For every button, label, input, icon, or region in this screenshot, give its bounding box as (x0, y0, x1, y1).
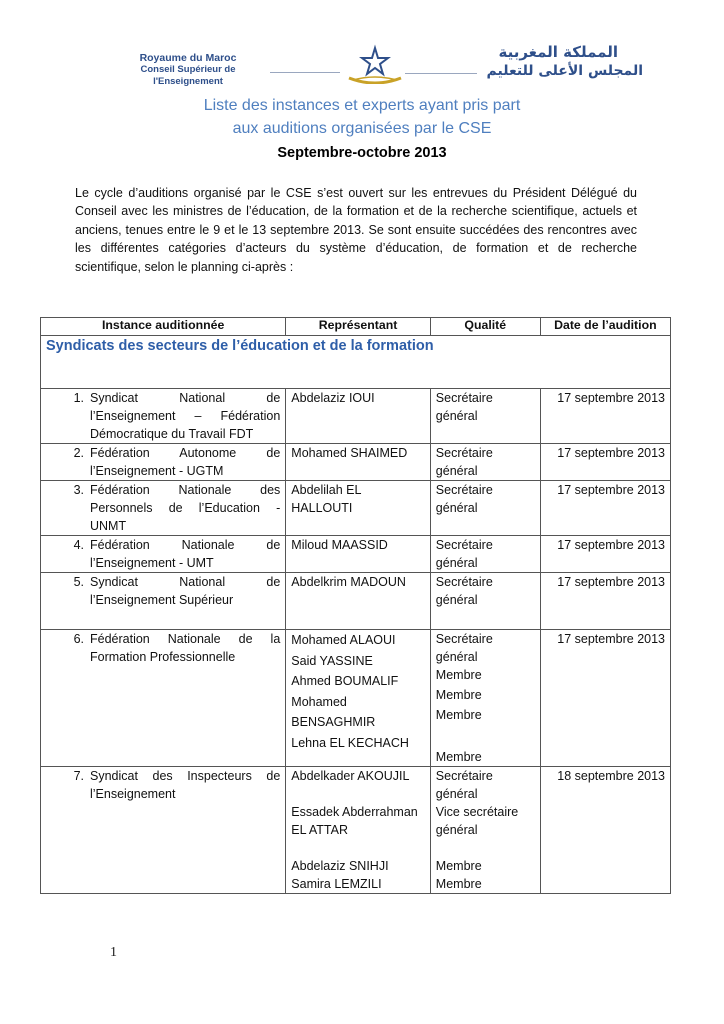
kingdom-label-ar: المملكة المغربية (498, 43, 618, 61)
quality: Secrétaire général (430, 389, 540, 444)
header-representative: Représentant (286, 318, 431, 336)
quality: Vice secrétaire général (435, 805, 519, 837)
representative: Abdelilah EL HALLOUTI (286, 481, 431, 536)
representative: Abdelaziz IOUI (286, 389, 431, 444)
section-row (41, 336, 671, 389)
table-row (41, 481, 671, 536)
instance-name: Syndicat des Inspecteurs de l’Enseignement (90, 769, 281, 801)
quality: Membre (435, 668, 482, 682)
table-header-row (41, 318, 671, 336)
instance-name: Fédération Autonome de l’Enseignement - UGTM (90, 446, 281, 478)
header-quality: Qualité (430, 318, 540, 336)
instance-name: Fédération Nationale de l’Enseignement - UMT (90, 538, 281, 570)
instance-name: Fédération Nationale des Personnels de l’Education - UNMT (90, 483, 281, 533)
quality: Secrétaire général (435, 632, 493, 664)
row-number: 2. (73, 446, 84, 460)
representative: Said YASSINE (291, 653, 373, 668)
council-label-ar: المجلس الأعلى للتعليم (486, 63, 643, 79)
quality: Secrétaire général (430, 481, 540, 536)
audition-date: 18 septembre 2013 (540, 767, 670, 894)
table-row (41, 389, 671, 444)
quality: Secrétaire général (430, 573, 540, 630)
header-rule-right (405, 73, 477, 74)
council-label: Conseil Supérieur de l'Enseignement (140, 64, 236, 87)
quality: Membre (435, 877, 482, 891)
table-row (41, 573, 671, 630)
document-title-line2: aux auditions organisées par le CSE (232, 120, 492, 137)
representatives-list (286, 630, 431, 767)
institution-name-fr (108, 52, 268, 88)
audition-date: 17 septembre 2013 (540, 630, 670, 767)
row-number: 7. (73, 769, 84, 783)
audition-date: 17 septembre 2013 (540, 573, 670, 630)
representative: Abdelkrim MADOUN (286, 573, 431, 630)
representative: Mohamed ALAOUI (291, 633, 396, 647)
quality: Secrétaire général (430, 536, 540, 573)
page-number: 1 (110, 945, 117, 960)
row-number: 6. (73, 632, 84, 646)
table-row (41, 536, 671, 573)
representative: Ahmed BOUMALIF (291, 674, 399, 688)
document-date-range: Septembre-octobre 2013 (277, 145, 447, 161)
instance-name: Syndicat National de l’Enseignement – Fédération Démocratique du Travail FDT (90, 391, 281, 441)
representatives-list (286, 767, 431, 894)
row-number: 1. (73, 391, 84, 405)
header-rule-left (270, 72, 340, 73)
auditions-table (40, 317, 671, 894)
quality: Membre (435, 708, 482, 722)
representative: Mohamed SHAIMED (286, 444, 431, 481)
document-title-line1: Liste des instances et experts ayant pris part (203, 97, 521, 114)
quality: Membre (435, 688, 482, 702)
instance-name: Syndicat National de l’Enseignement Supérieur (90, 575, 281, 607)
audition-date: 17 septembre 2013 (540, 481, 670, 536)
header-instance: Instance auditionnée (41, 318, 286, 336)
representative: Miloud MAASSID (286, 536, 431, 573)
quality: Membre (435, 859, 482, 873)
representative: Abdelaziz SNIHJI (291, 859, 389, 873)
row-number: 4. (73, 538, 84, 552)
row-number: 5. (73, 575, 84, 589)
section-title: Syndicats des secteurs de l’éducation et de la formation (46, 338, 434, 354)
audition-date: 17 septembre 2013 (540, 389, 670, 444)
representative: Mohamed BENSAGHMIR (291, 694, 376, 729)
quality: Secrétaire général (430, 444, 540, 481)
representative: Essadek Abderrahman EL ATTAR (291, 805, 418, 837)
representative: Lehna EL KECHACH (291, 735, 409, 750)
instance-name: Fédération Nationale de la Formation Professionnelle (90, 632, 281, 664)
intro-paragraph: Le cycle d’auditions organisé par le CSE s’est ouvert sur les entrevues du Président Délégué du Conseil avec les ministres de l’éducation, de la formation et de la recherche scientifique, actuels et anciens, tenues entre le 9 et le 13 septembre 2013. Se sont ensuite succédées des rencontres avec les différentes catégories d’acteurs du système d’éducation, de formation et de recherche scientifique, selon le planning ci-après : (75, 186, 637, 274)
representative: Abdelkader AKOUJIL (291, 769, 410, 783)
audition-date: 17 septembre 2013 (540, 444, 670, 481)
table-row (41, 767, 671, 894)
header-date: Date de l’audition (540, 318, 670, 336)
qualities-list (430, 630, 540, 767)
row-number: 3. (73, 483, 84, 497)
table-row (41, 444, 671, 481)
letterhead (0, 40, 724, 90)
qualities-list (430, 767, 540, 894)
quality: Secrétaire général (435, 769, 493, 801)
audition-date: 17 septembre 2013 (540, 536, 670, 573)
kingdom-label: Royaume du Maroc (139, 52, 237, 64)
table-row (41, 630, 671, 767)
quality: Membre (435, 750, 482, 764)
representative: Samira LEMZILI (291, 877, 382, 891)
star-emblem-logo (345, 44, 405, 84)
institution-name-ar (478, 42, 643, 80)
